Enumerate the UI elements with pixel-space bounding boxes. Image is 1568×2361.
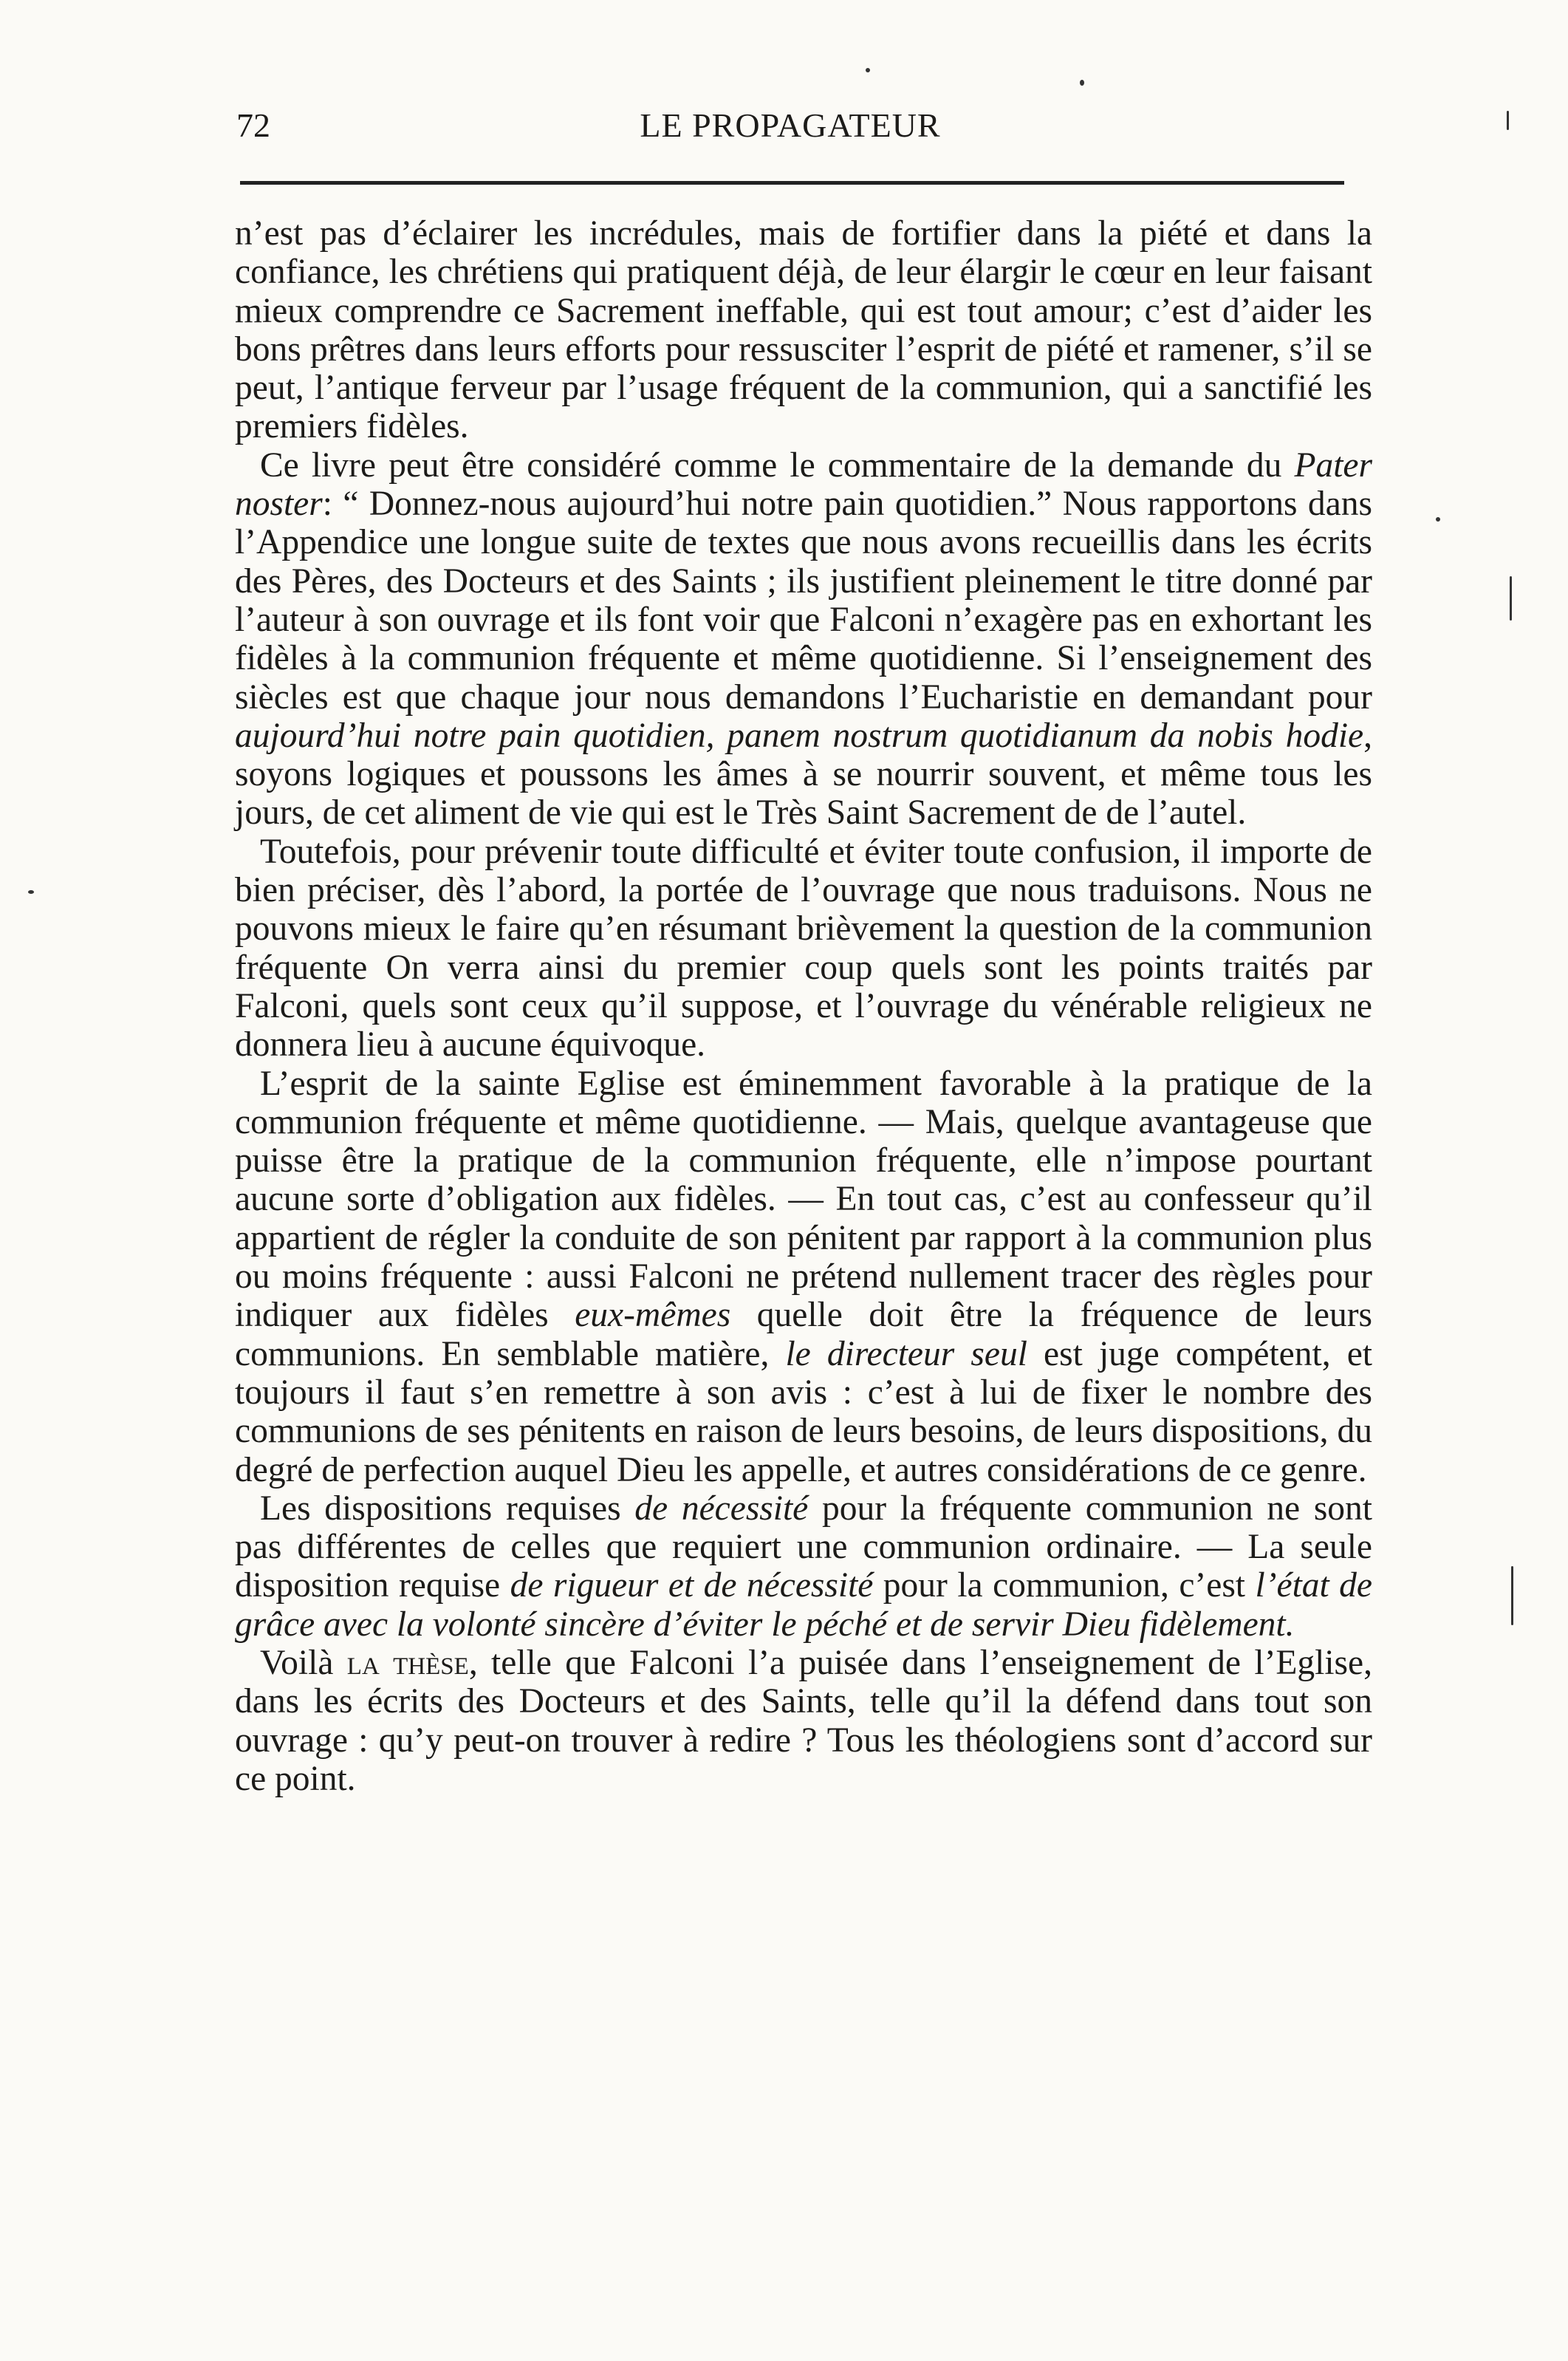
paragraph-4-text-a: L’esprit de la sainte Eglise est éminemment favorable à la pratique de la communion fréquente et même quotidienne. — Mais, quelque avantageuse que puisse être la pratique de la communion fréquente, elle n’impose pourtant aucune sorte d’obligation aux fidèles. — En tout cas, c’est au confesseur qu’il appartient de régler la conduite de son pénitent par rapport à la communion plus ou moins fréquente : aussi Falconi ne prétend nullement tracer des règles pour indiquer aux fidèles — [235, 1064, 1372, 1335]
paragraph-5-italic-rigueur: de rigueur et de nécessité — [510, 1566, 874, 1605]
paragraph-6-smallcaps-these: la thèse — [346, 1643, 469, 1682]
page-number: 72 — [236, 106, 270, 144]
print-speck — [1436, 517, 1440, 522]
paragraph-6-text-a: Voilà — [260, 1643, 347, 1682]
paragraph-4-text-c: quelle doit être la fréquence de leurs communions. En semblable matière, — [235, 1296, 1372, 1373]
print-speck — [1080, 80, 1084, 86]
paragraph-4-italic-directeur: le directeur seul — [785, 1334, 1027, 1373]
print-speck — [1510, 576, 1512, 621]
body-text — [235, 214, 1372, 1798]
paragraph-4-text-e: est juge compétent, et toujours il faut s’en remettre à son avis : c’est à lui de fixer le nombre des communions de ses pénitents en raison de leurs besoins, de leurs dispositions, du degré de perfection auquel Dieu les appelle, et autres considérations de ce genre. — [235, 1334, 1373, 1489]
paragraph-5 — [235, 1489, 1372, 1644]
paragraph-3: Toutefois, pour prévenir toute difficulté et éviter toute confusion, il importe de bien préciser, dès l’abord, la portée de l’ouvrage que nous traduisons. Nous ne pouvons mieux le faire qu’en résumant brièvement la question de la communion fréquente On verra ainsi du premier coup quels sont les points traités par Falconi, quels sont ceux qu’il suppose, et l’ouvrage du vénérable religieux ne donnera lieu à aucune équivoque. — [235, 832, 1372, 1065]
header-rule — [240, 181, 1344, 185]
print-speck — [1507, 111, 1509, 130]
paragraph-4-italic-eux-memes: eux-mêmes — [575, 1296, 731, 1335]
paragraph-2-italic-pater: Pater noster — [235, 445, 1372, 524]
paragraph-2-text-c: : “ Donnez-nous aujourd’hui notre pain quotidien.” Nous rapportons dans l’Appendice une longue suite de textes que nous avons recueillis dans les écrits des Pères, des Docteurs et des Saints ; ils justifient pleinement le titre donné par l’auteur à son ouvrage et ils font voir que Falconi n’exagère pas en exhortant les fidèles à la communion fréquente et même quotidienne. Si l’enseignement des siècles est que chaque jour nous demandons l’Eucharistie en demandant pour — [235, 485, 1372, 717]
paragraph-2-text-a: Ce livre peut être considéré comme le commentaire de la demande du — [260, 445, 1295, 485]
running-title: LE PROPAGATEUR — [640, 106, 941, 144]
paragraph-5-italic-necessite: de nécessité — [634, 1489, 809, 1528]
paragraph-6-text-c: , telle que Falconi l’a puisée dans l’enseignement de l’Eglise, dans les écrits des Docteurs et des Saints, telle qu’il la défend dans tout son ouvrage : qu’y peut-on trouver à redire ? Tous les théologiens sont d’accord sur ce point. — [235, 1643, 1372, 1798]
paragraph-4 — [235, 1065, 1372, 1489]
paragraph-6 — [235, 1644, 1372, 1798]
paragraph-1: n’est pas d’éclairer les incrédules, mais de fortifier dans la piété et dans la confiance, les chrétiens qui pratiquent déjà, de leur élargir le cœur en leur faisant mieux comprendre ce Sacrement ineffable, qui est tout amour; c’est d’aider les bons prêtres dans leurs efforts pour ressusciter l’esprit de piété et ramener, s’il se peut, l’antique ferveur par l’usage fréquent de la communion, qui a sanctifié les premiers fidèles. — [235, 214, 1372, 446]
print-speck — [866, 68, 870, 72]
paragraph-2 — [235, 446, 1372, 833]
paragraph-5-text-a: Les dispositions requises — [260, 1489, 635, 1528]
paragraph-5-text-e: pour la communion, c’est — [873, 1566, 1256, 1605]
running-head — [236, 103, 1344, 155]
print-speck — [28, 890, 34, 894]
print-speck — [1511, 1566, 1513, 1625]
paragraph-2-italic-quote: aujourd’hui notre pain quotidien, panem nostrum quotidianum da nobis hodie — [235, 716, 1364, 755]
paragraph-5-text-c: pour la fréquente communion ne sont pas différentes de celles que requiert une communion ordinaire. — La seule disposition requise — [235, 1489, 1372, 1605]
paragraph-2-text-e: , soyons logiques et poussons les âmes à se nourrir souvent, et même tous les jours, de cet aliment de vie qui est le Très Saint Sacrement de de l’autel. — [235, 716, 1372, 833]
paragraph-5-italic-etat-de-grace: l’état de grâce avec la volonté sincère d’éviter le péché et de servir Dieu fidèlement. — [235, 1566, 1373, 1644]
